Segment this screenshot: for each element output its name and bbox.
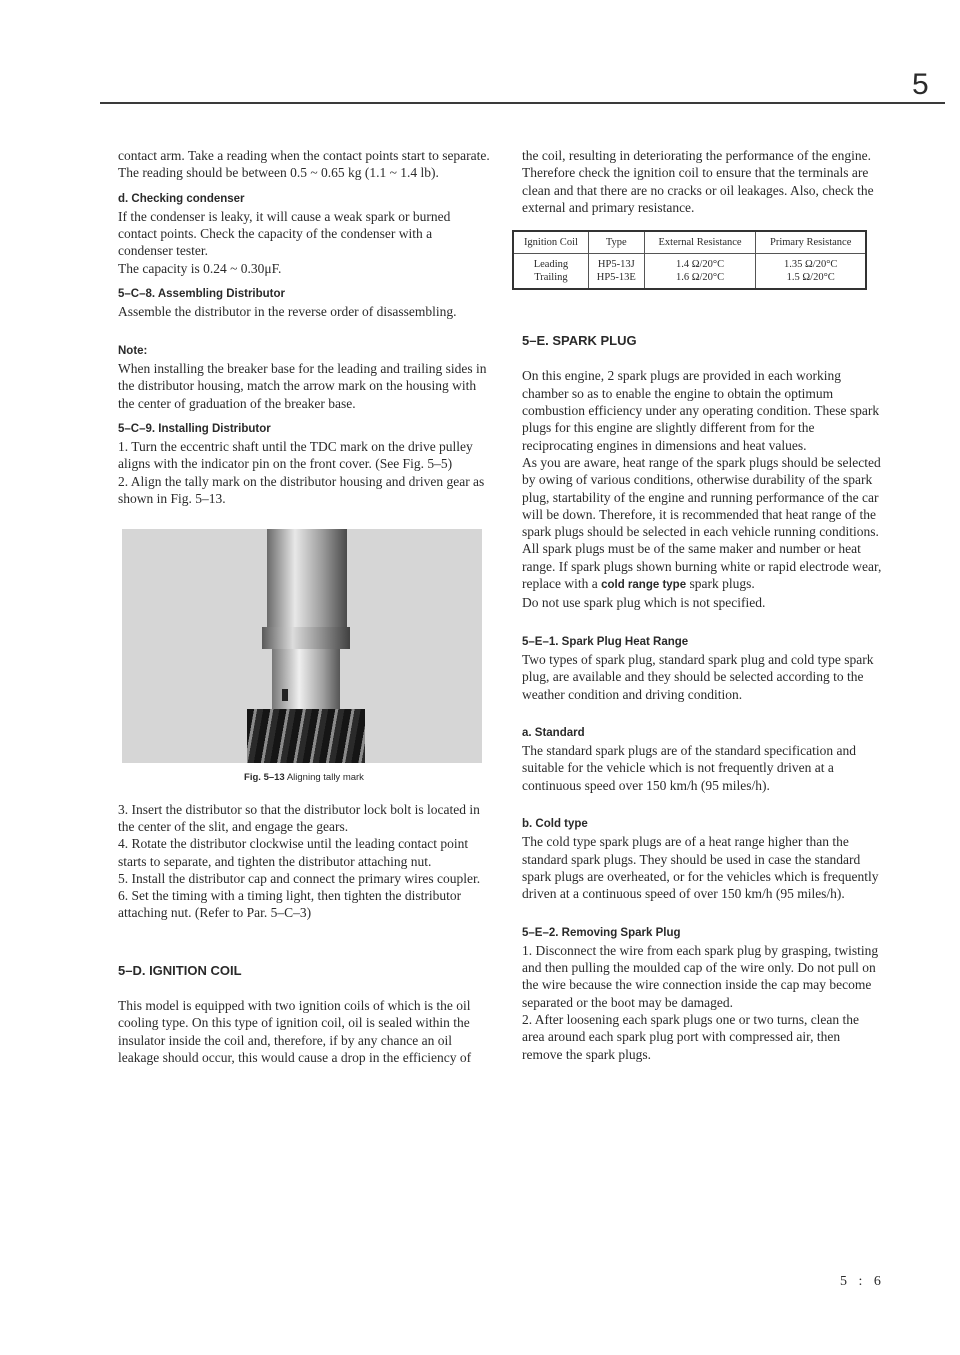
text-run: All spark plugs must be of the same maker and number or heat range. If spark plugs shown burning white or rapid electrode wear, replace with a	[522, 541, 882, 592]
note-text: When installing the breaker base for the leading and trailing sides in the distributor housing, match the arrow mark on the housing with the center of graduation of the breaker base.	[118, 360, 487, 411]
emphasis: cold range type	[601, 579, 687, 592]
figure-number: Fig. 5–13	[244, 772, 285, 784]
step: 4. Rotate the distributor clockwise until the leading contact point starts to separate, and tighten the distributor attaching nut.	[118, 836, 469, 869]
step: 1. Turn the eccentric shaft until the TDC mark on the drive pulley aligns with the indicator pin on the front cover. (See Fig. 5–5)	[118, 439, 473, 472]
cell-line: Trailing	[534, 272, 568, 284]
tally-mark	[282, 689, 288, 701]
driven-gear	[247, 709, 365, 763]
paragraph: Do not use spark plug which is not specified.	[522, 595, 766, 611]
step: 5. Install the distributor cap and connect the primary wires coupler.	[118, 870, 481, 886]
cell-line: 1.4 Ω/20°C	[675, 259, 725, 271]
subheading: 5–E–1. Spark Plug Heat Range	[522, 635, 689, 648]
figure-distributor-gear-photo	[122, 529, 482, 763]
table-header-row	[513, 231, 866, 254]
table-cell	[756, 254, 866, 290]
paragraph: Two types of spark plug, standard spark plug and cold type spark plug, are available and they should be selected according to the weather condition and driving condition.	[522, 651, 874, 702]
table-header: Type	[588, 231, 644, 254]
note-heading: Note:	[118, 344, 148, 357]
subheading: d. Checking condenser	[118, 192, 245, 205]
section-heading: 5–E. SPARK PLUG	[522, 333, 637, 349]
cell-line: 1.6 Ω/20°C	[675, 272, 725, 284]
subheading: 5–E–2. Removing Spark Plug	[522, 926, 681, 939]
table-row	[513, 254, 866, 290]
paragraph: The capacity is 0.24 ~ 0.30μF.	[118, 260, 282, 276]
paragraph: the coil, resulting in deteriorating the performance of the engine. Therefore check the ignition coil to ensure that the terminals are clean and that there are no cracks or oil leakages. Also, check the external and primary resistance.	[522, 148, 874, 215]
table-header: External Resistance	[644, 231, 756, 254]
paragraph: Assemble the distributor in the reverse order of disassembling.	[118, 304, 457, 320]
paragraph: The cold type spark plugs are of a heat range higher than the standard spark plugs. They should be used in case the standard spark plugs are overheated, or for the vehicles which is frequently driven at a continuous speed of over 150 km/h (95 miles/h).	[522, 834, 879, 902]
subheading: b. Cold type	[522, 818, 588, 831]
step: 3. Insert the distributor so that the distributor lock bolt is located in the center of the slit, and engage the gears.	[118, 801, 480, 834]
cell-line: HP5-13E	[596, 272, 636, 284]
left-column	[118, 147, 490, 1066]
cell-line: 1.35 Ω/20°C	[783, 259, 838, 271]
paragraph: On this engine, 2 spark plugs are provided in each working chamber so as to enable the engine to obtain the optimum combustion efficiency under any operating condition. These spark plugs for this engine are slightly different from for the reciprocating engines in dimensions and heat values.	[522, 368, 880, 453]
step: 6. Set the timing with a timing light, then tighten the distributor attaching nut. (Refer to Par. 5–C–3)	[118, 888, 462, 921]
paragraph: The standard spark plugs are of the standard specification and suitable for the vehicle which is not frequently driven at a continuous speed over 150 km/h (95 miles/h).	[522, 743, 857, 793]
header-rule	[100, 102, 945, 104]
table-cell	[588, 254, 644, 290]
table-header: Ignition Coil	[513, 231, 588, 254]
section-heading: 5–D. IGNITION COIL	[118, 962, 242, 978]
table-cell	[513, 254, 588, 290]
right-column	[522, 147, 882, 1063]
cell-line: 1.5 Ω/20°C	[786, 272, 835, 284]
paragraph: As you are aware, heat range of the spark plugs should be selected by owing of various conditions, otherwise durability of the spark plug, startability of the engine and running performance of the car will be down. Therefore, it is recommended that heat range of the spark plugs should be selected in each vehicle running conditions.	[522, 454, 881, 540]
paragraph: contact arm. Take a reading when the contact points start to separate. The reading should be between 0.5 ~ 0.65 kg (1.1 ~ 1.4 lb).	[118, 148, 490, 181]
figure-caption	[118, 769, 490, 786]
subheading: 5–C–8. Assembling Distributor	[118, 288, 286, 301]
step: 2. Align the tally mark on the distributor housing and driven gear as shown in Fig. 5–13.	[118, 473, 485, 507]
paragraph: This model is equipped with two ignition coils of which is the oil cooling type. On this type of ignition coil, oil is sealed within the insulator inside the coil and, therefore, if by any chance an oil leakage should occur, this would cause a drop in the efficiency of	[118, 998, 472, 1065]
figure-caption-text: Aligning tally mark	[286, 772, 364, 784]
distributor-collar	[262, 627, 350, 649]
text-run: spark plugs.	[686, 576, 755, 592]
subheading: 5–C–9. Installing Distributor	[118, 422, 271, 435]
page-number: 5 : 6	[840, 1274, 885, 1289]
table-header: Primary Resistance	[756, 231, 866, 254]
distributor-shaft	[267, 529, 347, 627]
subheading: a. Standard	[522, 726, 585, 739]
ignition-coil-table	[512, 230, 867, 290]
step: 2. After loosening each spark plugs one or two turns, clean the area around each spark plug port with compressed air, then remove the spark plugs.	[522, 1011, 860, 1062]
chapter-number: 5	[912, 68, 929, 101]
table-cell	[644, 254, 756, 290]
cell-line: Leading	[533, 259, 569, 271]
paragraph: If the condenser is leaky, it will cause a weak spark or burned contact points. Check the capacity of the condenser with a condenser tester.	[118, 208, 451, 259]
cell-line: HP5-13J	[597, 259, 635, 271]
step: 1. Disconnect the wire from each spark plug by grasping, twisting and then pulling the moulded cap of the wire only. Do not pull on the wire because the wire connection inside the cap may become separated or the boot may be damaged.	[522, 942, 879, 1010]
paragraph	[522, 540, 882, 594]
